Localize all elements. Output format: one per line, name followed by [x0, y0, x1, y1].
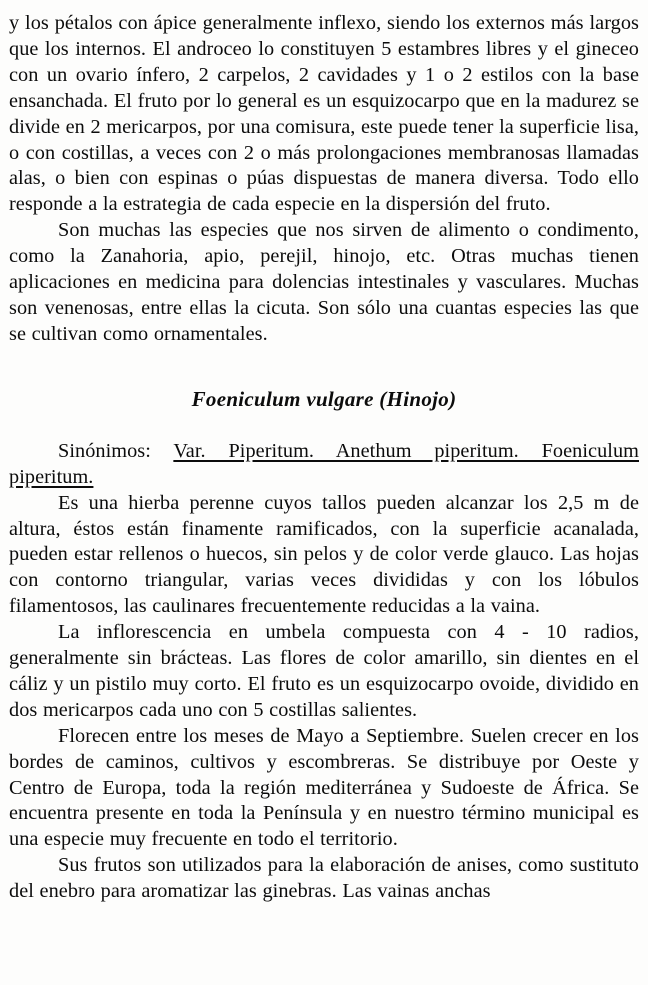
synonyms-label: Sinónimos:: [58, 439, 174, 462]
paragraph-flowering-distribution: Florecen entre los meses de Mayo a Septiembre. Suelen crecer en los bordes de caminos, cultivos y escombreras. Se distribuye por Oeste y Centro de Europa, toda la región mediterránea y Sudoeste de África. Se encuentra presente en toda la Península y en nuestro término municipal es una especie muy frecuente en todo el territorio.: [9, 724, 639, 851]
section-title-foeniculum-vulgare: Foeniculum vulgare (Hinojo): [191, 386, 457, 411]
paragraph-plant-description: Es una hierba perenne cuyos tallos pueden alcanzar los 2,5 m de altura, éstos están finamente ramificados, con la superficie acanalada, pueden estar rellenos o huecos, sin pelos y de color verde glauco. Las hojas con contorno triangular, varias veces divididas y con los lóbulos filamentosos, las caulinares frecuentemente reducidas a la vaina.: [9, 491, 639, 618]
paragraph-synonyms: [9, 439, 639, 491]
paragraph-family-morphology: y los pétalos con ápice generalmente inflexo, siendo los externos más largos que los internos. El androceo lo constituyen 5 estambres libres y el gineceo con un ovario ínfero, 2 carpelos, 2 cavidades y 1 o 2 estilos con la base ensanchada. El fruto por lo general es un esquizocarpo que en la madurez se divide en 2 mericarpos, por una comisura, este puede tener la superficie lisa, o con costillas, a veces con 2 o más prolongaciones membranosas llamadas alas, o bien con espinas o púas dispuestas de manera diversa. Todo ello responde a la estrategia de cada especie en la dispersión del fruto.: [9, 12, 639, 216]
paragraph-fruit-uses: Sus frutos son utilizados para la elaboración de anises, como sustituto del enebro para aromatizar las ginebras. Las vainas anchas: [9, 854, 639, 903]
paragraph-inflorescence: La inflorescencia en umbela compuesta con 4 - 10 radios, generalmente sin brácteas. Las flores de color amarillo, sin dientes en el cáliz y un pistilo muy corto. El fruto es un esquizocarpo ovoide, dividido en dos mericarpos cada uno con 5 costillas salientes.: [9, 621, 639, 721]
synonyms-value: Var. Piperitum. Anethum piperitum. Foeniculum piperitum.: [9, 439, 639, 488]
paragraph-family-uses: Son muchas las especies que nos sirven de alimento o condimento, como la Zanahoria, apio, perejil, hinojo, etc. Otras muchas tienen aplicaciones en medicina para dolencias intestinales y vasculares. Muchas son venenosas, entre ellas la cicuta. Son sólo una cuantas especies las que se cultivan como ornamentales.: [9, 219, 639, 345]
